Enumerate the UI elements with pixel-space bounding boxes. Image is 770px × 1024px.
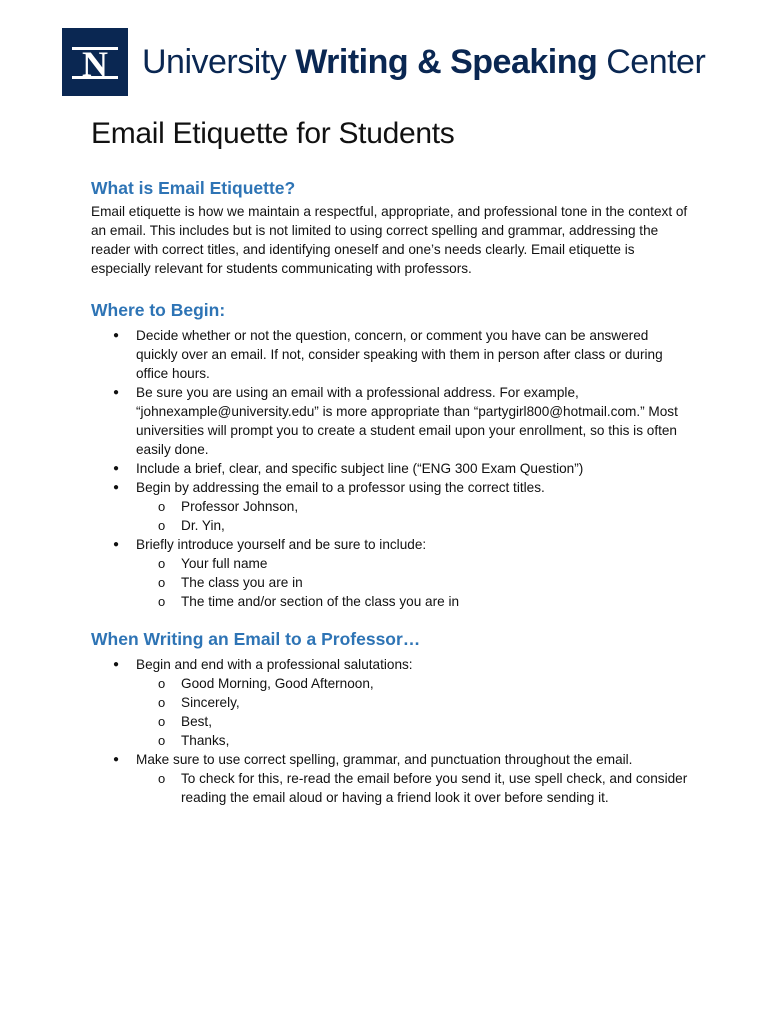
- list-item-text: Decide whether or not the question, concern, or comment you have can be answered quickly over an email. If not, consider speaking with them in person after class or during office hours.: [136, 328, 663, 381]
- list-item-text: Include a brief, clear, and specific subject line (“ENG 300 Exam Question”): [136, 461, 584, 476]
- sub-list-item: [136, 554, 691, 573]
- list-item: [91, 478, 691, 535]
- sub-list-item: [136, 693, 691, 712]
- page-title: Email Etiquette for Students: [91, 117, 455, 150]
- sub-list: [136, 497, 691, 535]
- sub-list: [136, 554, 691, 611]
- sub-item-text: Dr. Yin,: [181, 518, 225, 533]
- list-item-text: Begin by addressing the email to a professor using the correct titles.: [136, 480, 545, 495]
- sub-item-text: Good Morning, Good Afternoon,: [181, 676, 374, 691]
- n-logo-icon: [62, 28, 128, 96]
- bullet-dot-icon: ●: [113, 754, 120, 765]
- bullet-circle-icon: o: [158, 695, 166, 710]
- sub-list: [136, 769, 691, 807]
- bullet-circle-icon: o: [158, 771, 166, 786]
- org-name-bold: Writing & Speaking: [295, 43, 598, 81]
- bullet-circle-icon: o: [158, 499, 166, 514]
- org-name-end: Center: [597, 43, 706, 81]
- section-heading: What is Email Etiquette?: [91, 178, 296, 198]
- bullet-circle-icon: o: [158, 676, 166, 691]
- sub-list-item: [136, 516, 691, 535]
- section-heading: Where to Begin:: [91, 300, 226, 320]
- list-item: [91, 535, 691, 611]
- sub-item-text: The class you are in: [181, 575, 303, 590]
- header: [62, 28, 722, 96]
- section-heading: When Writing an Email to a Professor…: [91, 629, 421, 649]
- sub-list-item: [136, 731, 691, 750]
- sub-list-item: [136, 497, 691, 516]
- list-item-text: Be sure you are using an email with a professional address. For example, “johnexample@university.edu” is more appropriate than “partygirl800@hotmail.com.” Most universities will prompt you to create a student email upon your enrollment, so this is often easily done.: [136, 385, 678, 457]
- sub-list: [136, 674, 691, 750]
- sub-list-item: [136, 573, 691, 592]
- list-item: [91, 459, 691, 478]
- bullet-circle-icon: o: [158, 575, 166, 590]
- list-item-text: Briefly introduce yourself and be sure to include:: [136, 537, 427, 552]
- university-logo: [62, 28, 128, 96]
- list-item-text: Make sure to use correct spelling, grammar, and punctuation throughout the email.: [136, 752, 633, 767]
- bullet-dot-icon: ●: [113, 387, 120, 398]
- list-item: [91, 655, 691, 750]
- bullet-circle-icon: o: [158, 518, 166, 533]
- sub-item-text: The time and/or section of the class you are in: [181, 594, 460, 609]
- section-where-to-begin: [91, 298, 691, 611]
- bullet-list: [91, 326, 691, 611]
- sub-item-text: Professor Johnson,: [181, 499, 299, 514]
- bullet-dot-icon: ●: [113, 330, 120, 341]
- sub-list-item: [136, 712, 691, 731]
- org-name-light: University: [142, 43, 296, 81]
- bullet-dot-icon: ●: [113, 539, 120, 550]
- section-writing-to-professor: [91, 627, 691, 807]
- sub-list-item: [136, 674, 691, 693]
- sub-list-item: [136, 592, 691, 611]
- bullet-circle-icon: o: [158, 714, 166, 729]
- section-paragraph: Email etiquette is how we maintain a respectful, appropriate, and professional tone in the context of an email. This includes but is not limited to using correct spelling and grammar, addressing the reader with correct titles, and identifying oneself and one’s needs clearly. Email etiquette is especially relevant for students communicating with professors.: [91, 204, 688, 276]
- bullet-dot-icon: ●: [113, 482, 120, 493]
- bullet-list: [91, 655, 691, 807]
- bullet-circle-icon: o: [158, 556, 166, 571]
- bullet-dot-icon: ●: [113, 463, 120, 474]
- svg-text:N: N: [82, 44, 108, 84]
- list-item: [91, 750, 691, 807]
- bullet-circle-icon: o: [158, 594, 166, 609]
- sub-list-item: [136, 769, 691, 807]
- list-item: [91, 326, 691, 383]
- list-item-text: Begin and end with a professional salutations:: [136, 657, 413, 672]
- sub-item-text: Thanks,: [181, 733, 230, 748]
- sub-item-text: To check for this, re-read the email before you send it, use spell check, and consider reading the email aloud or having a friend look it over before sending it.: [181, 771, 688, 805]
- sub-item-text: Best,: [181, 714, 212, 729]
- document-body: [91, 176, 691, 807]
- list-item: [91, 383, 691, 459]
- bullet-circle-icon: o: [158, 733, 166, 748]
- bullet-dot-icon: ●: [113, 659, 120, 670]
- sub-item-text: Sincerely,: [181, 695, 240, 710]
- org-name: [142, 42, 705, 82]
- section-what-is: [91, 176, 691, 278]
- sub-item-text: Your full name: [181, 556, 268, 571]
